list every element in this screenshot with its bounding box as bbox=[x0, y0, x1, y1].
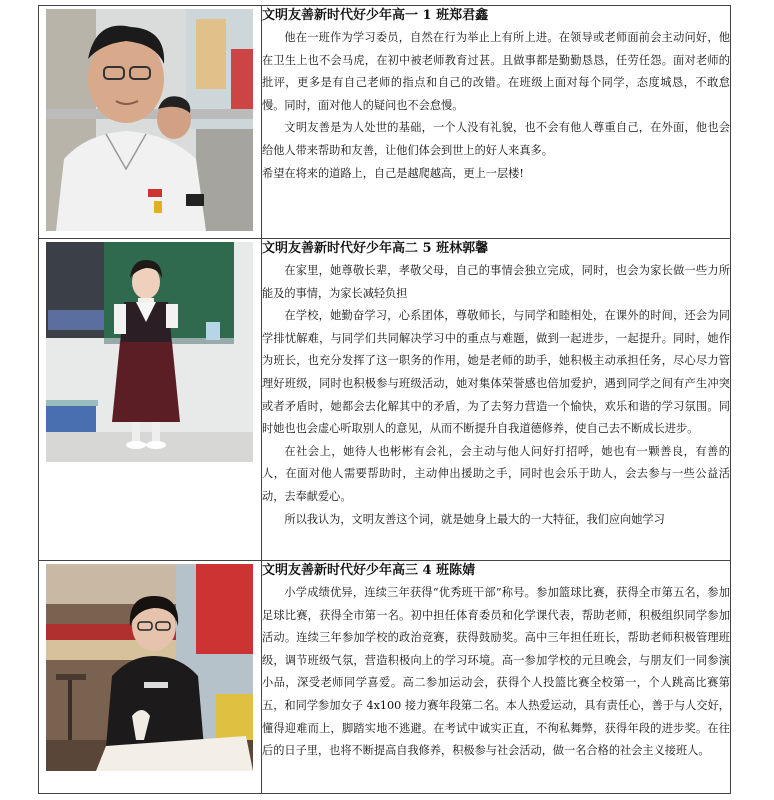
table-row bbox=[39, 239, 731, 561]
table-row bbox=[39, 561, 731, 794]
photo-cell bbox=[39, 561, 262, 794]
paragraph: 所以我认为，文明友善这个词，就是她身上最大的一大特征，我们应向她学习 bbox=[284, 512, 665, 526]
student-photo-illustration bbox=[46, 242, 253, 462]
photo-cell bbox=[39, 6, 262, 239]
description-cell bbox=[262, 561, 731, 794]
photo-cell bbox=[39, 239, 262, 561]
paragraph: 文明友善是为人处世的基础，一个人没有礼貌，也不会有他人尊重自己，在外面，他也会给他人带来帮助和友善，让他们体会到世上的好人来真多。 bbox=[262, 121, 730, 157]
row-title: 文明友善新时代好少年高三 4 班陈婧 bbox=[262, 563, 476, 578]
description-cell bbox=[262, 239, 731, 561]
student-photo bbox=[46, 242, 253, 462]
student-photo bbox=[46, 564, 253, 771]
student-photo bbox=[46, 9, 253, 231]
closing-line: 希望在将来的道路上，自己是越爬越高，更上一层楼! bbox=[262, 166, 524, 180]
paragraph: 小学成绩优异，连续三年获得“优秀班干部”称号。参加篮球比赛，获得全市第五名，参加足球比赛，获得全市第一名。初中担任体育委员和化学课代表，帮助老师，积极组织同学参加活动。连续三年参加学校的政治竞赛，获得鼓励奖。高中三年担任班长，帮助老师积极管理班级，调节班级气氛，营造积极向上的学习环境。高一参加学校的元旦晚会，与朋友们一同参演小品，深受老师同学喜爱。高二参加运动会，获得个人投篮比赛全校第一，个人跳高比赛第五，和同学参加女子 4x100 接力赛年段第二名。本人热爱运动，具有责任心，善于与人交好，懂得迎难而上，脚踏实地不逃避。在考试中诚实正直，不徇私舞弊，获得年段的进步奖。在往后的日子里，也将不断提高自我修养，积极参与社会活动，做一名合格的社会主义接班人。 bbox=[262, 586, 730, 758]
student-photo-illustration bbox=[46, 9, 253, 231]
description-cell bbox=[262, 6, 731, 239]
paragraph: 在学校，她勤奋学习，心系团体，尊敬师长，与同学和睦相处，在课外的时间，还会为同学排忧解难，与同学们共同解决学习中的重点与难题，做到一起进步，一起提升。同时，她作为班长，也充分发挥了这一职务的作用，她是老师的助手，她积极主动承担任务，尽心尽力管理好班级，同时也积极参与班级活动，她对集体荣誉感也倍加爱护，遇到同学之间有产生冲突或者矛盾时，她都会去化解其中的矛盾，为了去努力营造一个愉快，欢乐和谐的学习氛围。同时她也也会虚心听取别人的意见，从而不断提升自我道德修养，使自己去不断成长进步。 bbox=[262, 309, 730, 436]
profile-table bbox=[38, 5, 731, 794]
row-title: 文明友善新时代好少年高二 5 班林郭馨 bbox=[262, 241, 489, 256]
paragraph: 在社会上，她待人也彬彬有会礼，会主动与他人问好打招呼，她也有一颗善良，有善的人，在面对他人需要帮助时，主动伸出援助之手，同时也会乐于助人，会去参与一些公益活动，去奉献爱心。 bbox=[262, 444, 730, 503]
paragraph: 他在一班作为学习委员，自然在行为举止上有所上进。在领导或老师面前会主动问好，他在卫生上也不会马虎，在初中被老师教育过甚。且做事都是勤勤恳恳，任劳任怨。面对老师的批评，更多是有自己老师的指点和自己的改错。在班级上面对每个同学，态度城恳，不敢怠慢。同时，面对他人的疑问也不会怠慢。 bbox=[262, 31, 730, 112]
paragraph: 在家里，她尊敬长辈，孝敬父母，自己的事情会独立完成，同时，也会为家长做一些力所能及的事情，为家长减轻负担 bbox=[262, 264, 730, 300]
row-title: 文明友善新时代好少年高一 1 班郑君鑫 bbox=[262, 8, 489, 23]
student-photo-illustration bbox=[46, 564, 253, 771]
table-row bbox=[39, 6, 731, 239]
